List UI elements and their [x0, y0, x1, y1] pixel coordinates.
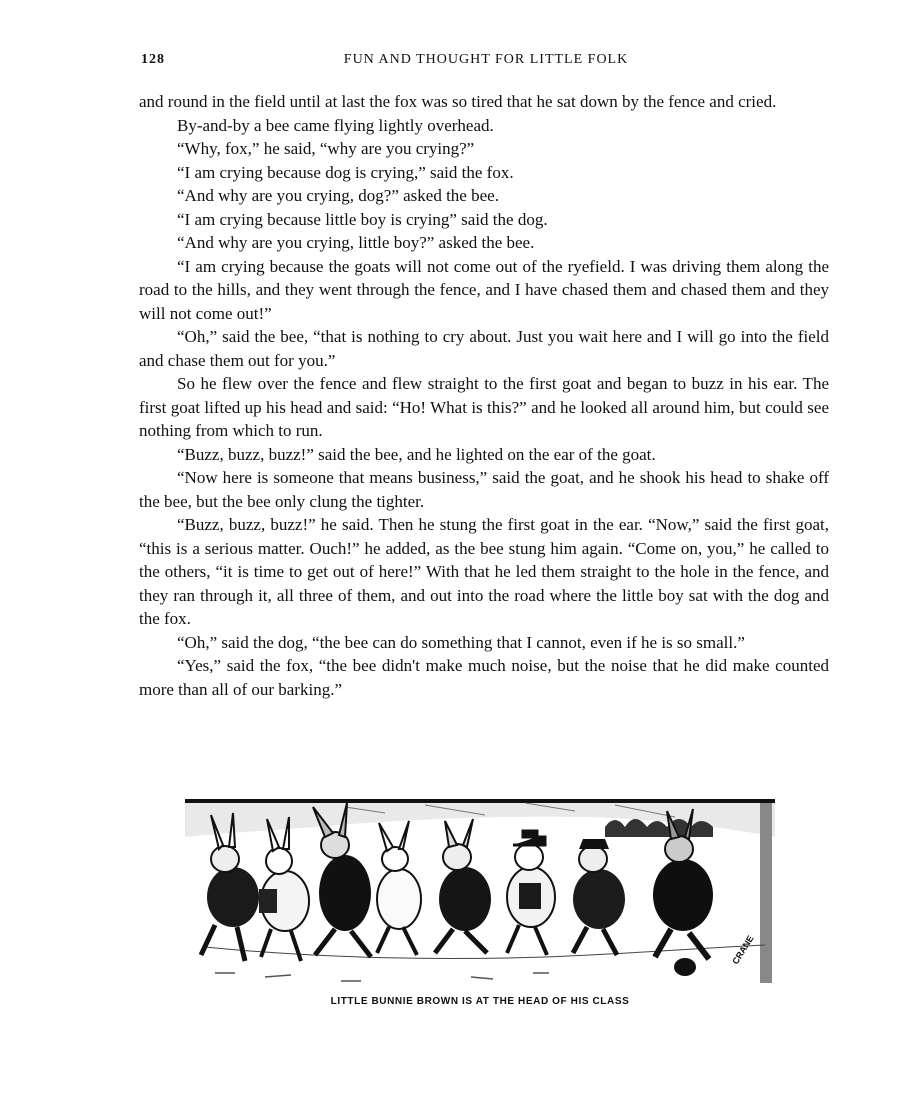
illustration-drawing — [185, 797, 775, 985]
paragraph: “Oh,” said the dog, “the bee can do something that I cannot, even if he is so small.” — [177, 632, 745, 652]
paragraph: “Why, fox,” he said, “why are you crying?” — [177, 139, 475, 158]
paragraph: “I am crying because the goats will not come out of the ryefield. I was driving them along the road to the hills, and they went through the fence, and I have chased them and chased them and they will not come out!” — [139, 256, 829, 323]
paragraph: So he flew over the fence and flew straight to the first goat and began to buzz in his ear. The first goat lifted up his head and said: “Ho! What is this?” and he looked all around him, but could see nothing from which to run. — [139, 374, 829, 440]
illustration-caption: LITTLE BUNNIE BROWN IS AT THE HEAD OF HIS CLASS — [330, 996, 630, 1007]
rabbit-figure — [507, 831, 555, 955]
running-head — [141, 52, 831, 72]
story-text — [139, 90, 829, 701]
page-number: 128 — [141, 52, 165, 67]
paragraph: “Now here is someone that means business,” said the goat, and he shook his head to shake off the bee, but the bee only clung the tighter. — [139, 468, 829, 511]
paragraph: and round in the field until at last the fox was so tired that he sat down by the fence and cried. — [139, 92, 777, 111]
paragraph: “Oh,” said the bee, “that is nothing to cry about. Just you wait here and I will go into the field and chase them out for you.” — [139, 327, 829, 370]
rabbit-figure — [259, 817, 309, 961]
paragraph: “Buzz, buzz, buzz!” he said. Then he stung the first goat in the ear. “Now,” said the first goat, “this is a serious matter. Ouch!” he added, as the bee stung him again. “Come on, you,” he called to the others, “it is time to get out of here!” With that he led them straight to the hole in the fence, and they ran through it, all three of them, and out into the road where the little boy sat with the dog and the fox. — [139, 515, 829, 628]
paragraph: “I am crying because dog is crying,” said the fox. — [177, 162, 514, 182]
paragraph: “And why are you crying, little boy?” asked the bee. — [177, 233, 535, 252]
rabbit-figure — [573, 839, 625, 955]
paragraph: By-and-by a bee came flying lightly overhead. — [177, 115, 494, 135]
rabbit-figure — [201, 813, 259, 961]
rabbit-figure — [377, 821, 421, 955]
rabbit-procession-illustration — [185, 797, 775, 985]
paragraph: “I am crying because little boy is crying” said the dog. — [177, 209, 548, 229]
running-title: FUN AND THOUGHT FOR LITTLE FOLK — [343, 52, 629, 67]
rabbit-figure — [313, 803, 371, 957]
artist-signature: CRANE — [730, 933, 756, 967]
rabbit-figure — [435, 819, 491, 953]
paragraph: “Buzz, buzz, buzz!” said the bee, and he lighted on the ear of the goat. — [177, 444, 656, 464]
paragraph: “And why are you crying, dog?” asked the bee. — [177, 186, 499, 205]
paragraph: “Yes,” said the fox, “the bee didn't make much noise, but the noise that he did make counted more than all of our barking.” — [139, 656, 829, 699]
